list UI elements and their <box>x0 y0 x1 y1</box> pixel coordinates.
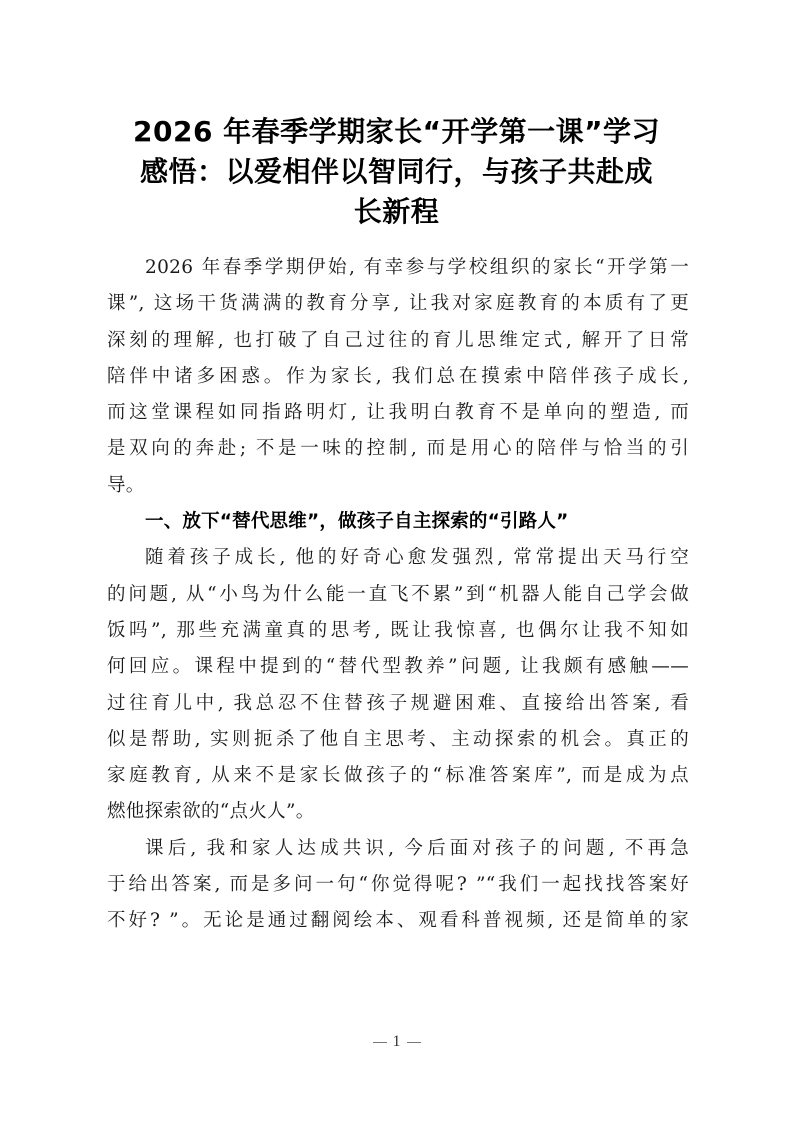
text-line: 而这堂课程如同指路明灯, 让我明白教育不是单向的塑造, 而 <box>107 402 689 424</box>
text-line: 陪伴中诸多困惑。作为家长, 我们总在摸索中陪伴孩子成长, <box>107 365 689 387</box>
dash-right <box>407 1042 421 1043</box>
text-line: 课”, 这场干货满满的教育分享, 让我对家庭教育的本质有了更 <box>107 293 689 315</box>
text-line: 课后, 我和家人达成共识, 今后面对孩子的问题, 不再急 <box>145 837 689 859</box>
paragraph-section-2 <box>107 831 689 940</box>
text-line: 饭吗”, 那些充满童真的思考, 既让我惊喜, 也偶尔让我不知如 <box>107 619 689 641</box>
text-line: 于给出答案, 而是多问一句“你觉得呢? ”“我们一起找找答案好 <box>107 874 689 896</box>
text-line: 2026 年春季学期伊始, 有幸参与学校组织的家长“开学第一 <box>145 257 689 278</box>
text-line: 不好? ”。无论是通过翻阅绘本、观看科普视频, 还是简单的家 <box>107 910 689 932</box>
page-number: 1 <box>392 1033 401 1050</box>
text-line: 导。 <box>107 474 145 496</box>
paragraph-section-1 <box>107 540 689 830</box>
title-line: 2026 年春季学期家长“开学第一课”学习 <box>133 115 660 148</box>
section-heading <box>107 504 689 540</box>
title-line: 长新程 <box>353 195 440 228</box>
paragraph-intro <box>107 250 689 504</box>
text-line: 随着孩子成长, 他的好奇心愈发强烈, 常常提出天马行空 <box>145 547 689 569</box>
text-line: 似是帮助, 实则扼杀了他自主思考、主动探索的机会。真正的 <box>107 728 689 750</box>
dash-left <box>373 1042 387 1043</box>
text-line: 深刻的理解, 也打破了自己过往的育儿思维定式, 解开了日常 <box>107 329 689 351</box>
document-title <box>100 112 693 232</box>
page-footer <box>0 1033 793 1051</box>
document-body <box>107 250 689 940</box>
title-line: 感悟：以爱相伴以智同行，与孩子共赴成 <box>139 155 653 188</box>
text-line: 是双向的奔赴; 不是一味的控制, 而是用心的陪伴与恰当的引 <box>107 438 689 460</box>
text-line: 的问题, 从“小鸟为什么能一直飞不累”到“机器人能自己学会做 <box>107 583 689 605</box>
text-line: 燃他探索欲的“点火人”。 <box>107 801 315 823</box>
text-line: 过往育儿中, 我总忍不住替孩子规避困难、直接给出答案, 看 <box>107 692 689 714</box>
text-line: 家庭教育, 从来不是家长做孩子的“标准答案库”, 而是成为点 <box>107 765 689 787</box>
section-heading-text: 一、放下“替代思维”，做孩子自主探索的“引路人” <box>145 511 569 533</box>
text-line: 何回应。课程中提到的“替代型教养”问题, 让我颇有感触—— <box>107 656 689 678</box>
